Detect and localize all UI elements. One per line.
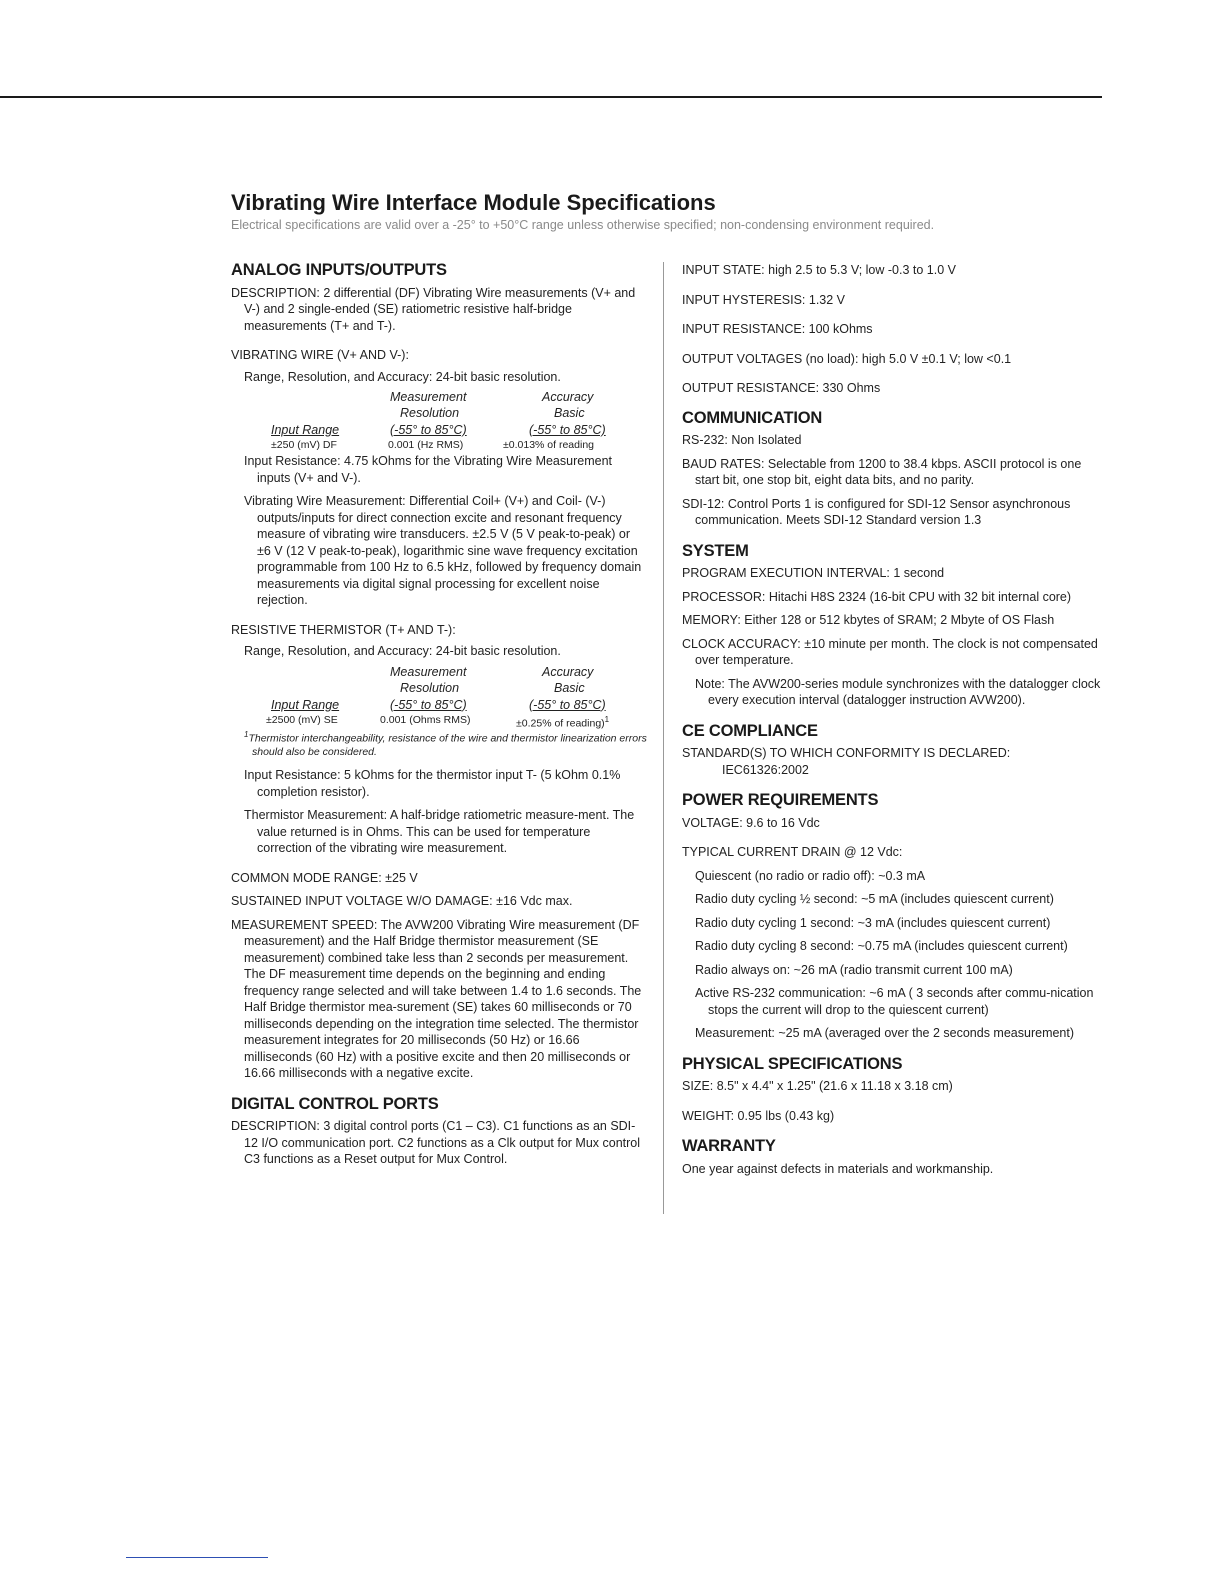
page-subtitle: Electrical specifications are valid over a -25° to +50°C range unless otherwise specified; non-condensing environment required. [231,218,935,232]
rt-v-acc: ±0.25% of reading)$^1$ [516,714,610,729]
bottom-rule [126,1557,268,1558]
thermistor-footnote: $^1$Thermistor interchangeability, resistance of the wire and thermistor linearization errors should also be considered. [244,729,647,758]
rt-v-res: 0.001 (Ohms RMS) [380,713,471,726]
vw-spec-table [244,389,647,451]
rt-h-basic: Basic [554,680,585,695]
standards: STANDARD(S) TO WHICH CONFORMITY IS DECLARED: [682,746,1011,760]
rt-h-meas: Measurement [390,664,467,679]
system-heading: SYSTEM [682,541,749,560]
vw-v-res: 0.001 (Hz RMS) [388,439,464,451]
vw-h-input: Input Range [271,423,340,437]
vw-h-meas: Measurement [390,390,467,404]
input-resistance: INPUT RESISTANCE: 100 kOhms [682,322,873,336]
weight: WEIGHT: 0.95 lbs (0.43 kg) [682,1108,835,1123]
baud-rates: BAUD RATES: Selectable from 1200 to 38.4 kbps. ASCII protocol is one start bit, one stop bit, eight data bits, and no parity. [682,456,1082,487]
rt-h-acc: Accuracy [542,664,594,679]
vw-v-acc: ±0.013% of reading [503,439,594,451]
vw-resistance: Input Resistance: 4.75 kOhms for the Vibrating Wire Measurement inputs (V+ and V-). [244,454,612,485]
rt-spec-table [244,664,647,729]
vw-h-res: Resolution [400,406,460,420]
sdi12: SDI-12: Control Ports 1 is configured for SDI-12 Sensor asynchronous communication. Meets SDI-12 Standard version 1.3 [682,496,1071,527]
rt-measurement: Thermistor Measurement: A half-bridge ratiometric measure-ment. The value returned is in Ohms. This can be used for temperature correction of the vibrating wire measurement. [244,808,635,855]
rt-h-temp2: (-55° to 85°C) [529,697,606,712]
drain-item: Radio duty cycling ½ second: ~5 mA (includes quiescent current) [695,892,1054,906]
rt-resistance: Input Resistance: 5 kOhms for the thermistor input T- (5 kOhm 0.1% completion resistor). [244,768,621,799]
ce-heading: CE COMPLIANCE [682,721,818,740]
drain-item: Measurement: ~25 mA (averaged over the 2 seconds measurement) [695,1026,1075,1040]
column-divider [663,262,664,1214]
processor: PROCESSOR: Hitachi H8S 2324 (16-bit CPU with 32 bit internal core) [682,589,1072,604]
warranty-heading: WARRANTY [682,1137,776,1155]
input-hysteresis: INPUT HYSTERESIS: 1.32 V [682,292,846,307]
vw-h-temp1: (-55° to 85°C) [390,423,467,437]
vw-h-temp2: (-55° to 85°C) [529,423,606,437]
drain-item: Radio duty cycling 1 second: ~3 mA (includes quiescent current) [695,915,1051,930]
measurement-speed: MEASUREMENT SPEED: The AVW200 Vibrating Wire measurement (DF measurement) and the Half Bridge thermistor measurement (SE measurement) combined take less than 2 seconds per measurement. The DF measurement time depends on the beginning and ending frequency range selected and will take between 1.4 to 1.6 seconds. The Half Bridge thermistor mea-surement (SE) takes 60 milliseconds or 70 milliseconds depending on the integration time selected. The thermistor measurement integrates for 20 milliseconds (50 Hz) or 16.66 milliseconds (60 Hz) with a positive excite and then 20 milliseconds or 16.66 milliseconds with a negative excite. [231,917,642,1080]
vw-h-basic: Basic [554,406,585,420]
output-resistance: OUTPUT RESISTANCE: 330 Ohms [682,381,881,395]
drain-item: Radio duty cycling 8 second: ~0.75 mA (includes quiescent current) [695,939,1068,953]
rt-range: Range, Resolution, and Accuracy: 24-bit basic resolution. [244,644,561,658]
output-voltages: OUTPUT VOLTAGES (no load): high 5.0 V ±0.1 V; low <0.1 [682,351,1012,366]
page-title: Vibrating Wire Interface Module Specifications [231,190,716,215]
vw-h-acc: Accuracy [542,390,594,404]
left-column [231,262,647,1175]
voltage: VOLTAGE: 9.6 to 16 Vdc [682,815,820,830]
top-rule [0,96,1102,98]
vw-measurement: Vibrating Wire Measurement: Differential Coil+ (V+) and Coil- (V-) outputs/inputs for direct connection excite and resonant frequency measure of vibrating wire transducers. ±2.5 V (5 V peak-to-peak) or ±6 V (12 V peak-to-peak), logarithmic sine wave frequency excitation programmable from 100 Hz to 6.5 kHz, followed by frequency domain measurements via digital signal processing for excellent noise rejection. [244,494,642,607]
drain-item: Quiescent (no radio or radio off): ~0.3 mA [695,868,926,883]
rt-h-input: Input Range [271,697,340,712]
vw-v-range: ±250 (mV) DF [271,439,337,451]
sustained-voltage: SUSTAINED INPUT VOLTAGE W/O DAMAGE: ±16 Vdc max. [231,894,573,908]
rt-v-range: ±2500 (mV) SE [266,713,338,726]
physical-heading: PHYSICAL SPECIFICATIONS [682,1054,903,1073]
program-interval: PROGRAM EXECUTION INTERVAL: 1 second [682,566,945,580]
clock-note: Note: The AVW200-series module synchronizes with the datalogger clock every execution interval (datalogger instruction AVW200). [695,676,1101,707]
power-heading: POWER REQUIREMENTS [682,791,879,809]
input-state: INPUT STATE: high 2.5 to 5.3 V; low -0.3 to 1.0 V [682,263,956,277]
standard-value: IEC61326:2002 [722,762,809,777]
vw-range: Range, Resolution, and Accuracy: 24-bit basic resolution. [244,369,561,384]
clock-accuracy: CLOCK ACCURACY: ±10 minute per month. The clock is not compensated over temperature. [682,636,1098,667]
drain-item: Radio always on: ~26 mA (radio transmit current 100 mA) [695,962,1013,977]
rt-label: RESISTIVE THERMISTOR (T+ AND T-): [231,622,456,637]
right-column [682,262,1107,1184]
digital-heading: DIGITAL CONTROL PORTS [231,1094,439,1113]
rt-h-temp1: (-55° to 85°C) [390,697,467,712]
warranty: One year against defects in materials and workmanship. [682,1161,994,1176]
rs232: RS-232: Non Isolated [682,433,802,447]
typical-drain: TYPICAL CURRENT DRAIN @ 12 Vdc: [682,845,903,859]
analog-description: DESCRIPTION: 2 differential (DF) Vibrating Wire measurements (V+ and V-) and 2 single-ended (SE) ratiometric resistive half-bridge measurements (T+ and T-). [231,285,636,333]
communication-heading: COMMUNICATION [682,408,823,427]
drain-item: Active RS-232 communication: ~6 mA ( 3 seconds after commu-nication stops the current will drop to the quiescent current) [695,986,1094,1017]
digital-description: DESCRIPTION: 3 digital control ports (C1 – C3). C1 functions as an SDI-12 I/O communication port. C2 functions as a Clk output for Mux control C3 functions as a Reset output for Mux Control. [231,1119,641,1166]
vw-label: VIBRATING WIRE (V+ AND V-): [231,348,409,362]
analog-heading: ANALOG INPUTS/OUTPUTS [231,261,447,279]
common-mode-range: COMMON MODE RANGE: ±25 V [231,870,418,885]
size: SIZE: 8.5" x 4.4" x 1.25" (21.6 x 11.18 x 3.18 cm) [682,1079,953,1093]
rt-h-res: Resolution [400,680,460,695]
memory: MEMORY: Either 128 or 512 kbytes of SRAM; 2 Mbyte of OS Flash [682,613,1055,627]
